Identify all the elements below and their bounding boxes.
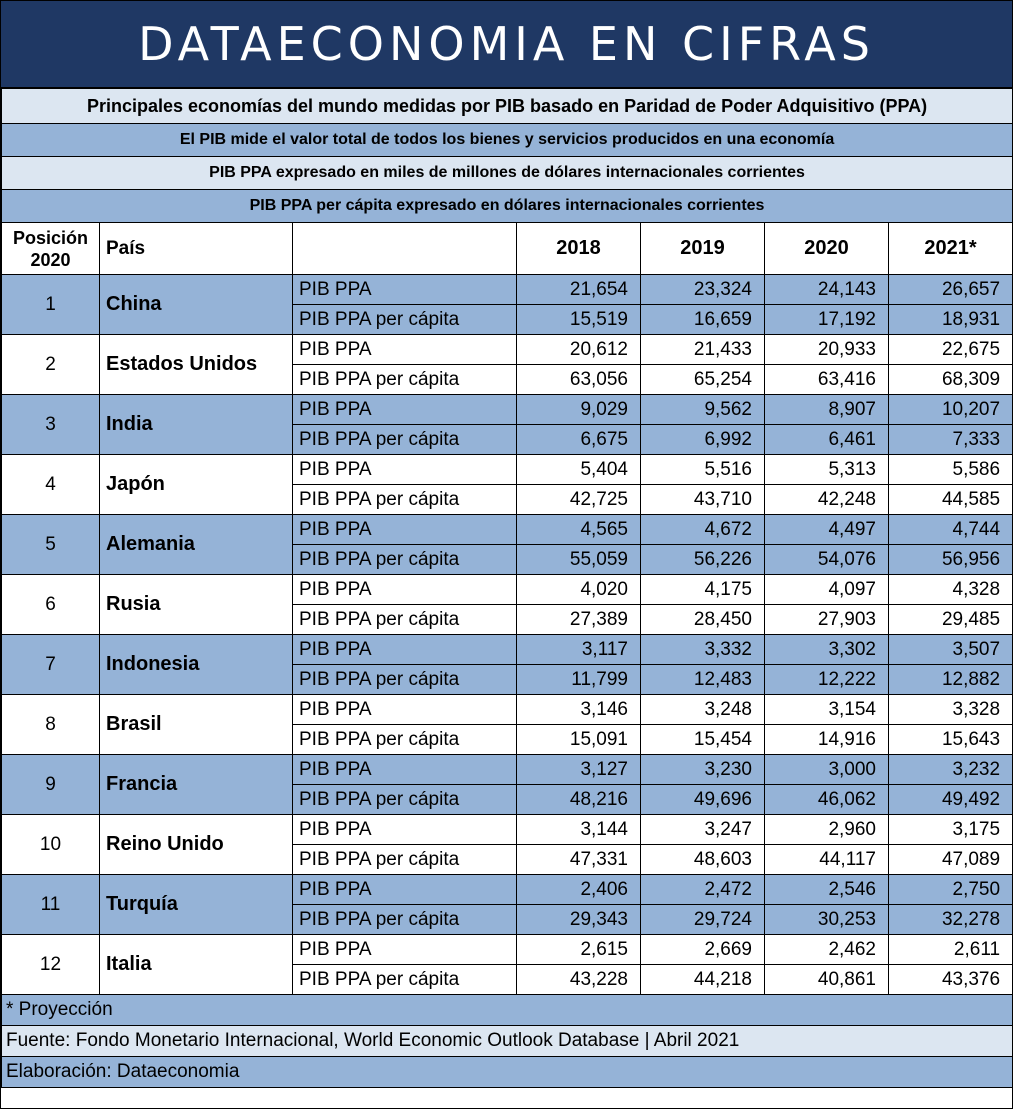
metric-label-per-capita: PIB PPA per cápita (293, 305, 517, 335)
value-cell: 43,376 (889, 965, 1013, 995)
value-cell: 3,302 (765, 635, 889, 665)
note-ppa-units: PIB PPA expresado en miles de millones de dólares internacionales corrientes (2, 157, 1013, 190)
metric-label-per-capita: PIB PPA per cápita (293, 725, 517, 755)
table-row (2, 935, 1013, 965)
rank-cell: 2 (2, 335, 100, 395)
rank-cell: 9 (2, 755, 100, 815)
value-cell: 20,612 (517, 335, 641, 365)
value-cell: 2,960 (765, 815, 889, 845)
value-cell: 3,000 (765, 755, 889, 785)
metric-label-per-capita: PIB PPA per cápita (293, 785, 517, 815)
value-cell: 10,207 (889, 395, 1013, 425)
value-cell: 23,324 (641, 275, 765, 305)
country-cell: Reino Unido (100, 815, 293, 875)
country-cell: India (100, 395, 293, 455)
value-cell: 15,454 (641, 725, 765, 755)
metric-label-per-capita: PIB PPA per cápita (293, 545, 517, 575)
header-indicator (293, 223, 517, 275)
value-cell: 16,659 (641, 305, 765, 335)
value-cell: 2,546 (765, 875, 889, 905)
header-year-2020: 2020 (765, 223, 889, 275)
value-cell: 2,472 (641, 875, 765, 905)
value-cell: 44,585 (889, 485, 1013, 515)
value-cell: 26,657 (889, 275, 1013, 305)
country-cell: Turquía (100, 875, 293, 935)
value-cell: 6,675 (517, 425, 641, 455)
value-cell: 43,710 (641, 485, 765, 515)
value-cell: 4,097 (765, 575, 889, 605)
value-cell: 54,076 (765, 545, 889, 575)
metric-label-per-capita: PIB PPA per cápita (293, 425, 517, 455)
metric-label-ppa: PIB PPA (293, 755, 517, 785)
metric-label-ppa: PIB PPA (293, 275, 517, 305)
value-cell: 48,216 (517, 785, 641, 815)
value-cell: 5,516 (641, 455, 765, 485)
footer-credit: Elaboración: Dataeconomia (2, 1057, 1013, 1088)
value-cell: 46,062 (765, 785, 889, 815)
metric-label-per-capita: PIB PPA per cápita (293, 965, 517, 995)
value-cell: 3,144 (517, 815, 641, 845)
value-cell: 4,672 (641, 515, 765, 545)
value-cell: 4,328 (889, 575, 1013, 605)
value-cell: 6,992 (641, 425, 765, 455)
value-cell: 44,218 (641, 965, 765, 995)
value-cell: 49,696 (641, 785, 765, 815)
value-cell: 29,485 (889, 605, 1013, 635)
note-per-capita-units: PIB PPA per cápita expresado en dólares internacionales corrientes (2, 190, 1013, 223)
value-cell: 3,248 (641, 695, 765, 725)
value-cell: 42,725 (517, 485, 641, 515)
value-cell: 42,248 (765, 485, 889, 515)
note-definition: El PIB mide el valor total de todos los bienes y servicios producidos en una economía (2, 124, 1013, 157)
value-cell: 2,462 (765, 935, 889, 965)
table-row (2, 695, 1013, 725)
value-cell: 12,882 (889, 665, 1013, 695)
value-cell: 3,230 (641, 755, 765, 785)
value-cell: 56,956 (889, 545, 1013, 575)
table-subtitle: Principales economías del mundo medidas por PIB basado en Paridad de Poder Adquisitivo (PPA) (2, 89, 1013, 124)
value-cell: 55,059 (517, 545, 641, 575)
value-cell: 15,643 (889, 725, 1013, 755)
country-cell: Italia (100, 935, 293, 995)
table-row (2, 275, 1013, 305)
metric-label-ppa: PIB PPA (293, 695, 517, 725)
metric-label-ppa: PIB PPA (293, 815, 517, 845)
table-row (2, 815, 1013, 845)
value-cell: 3,127 (517, 755, 641, 785)
country-cell: Indonesia (100, 635, 293, 695)
gdp-table (1, 88, 1013, 1088)
table-row (2, 395, 1013, 425)
value-cell: 3,175 (889, 815, 1013, 845)
value-cell: 27,903 (765, 605, 889, 635)
value-cell: 4,565 (517, 515, 641, 545)
value-cell: 2,611 (889, 935, 1013, 965)
value-cell: 40,861 (765, 965, 889, 995)
value-cell: 47,331 (517, 845, 641, 875)
table-body (2, 89, 1013, 1088)
table-row (2, 755, 1013, 785)
value-cell: 65,254 (641, 365, 765, 395)
footer-row (2, 1026, 1013, 1057)
metric-label-ppa: PIB PPA (293, 335, 517, 365)
value-cell: 11,799 (517, 665, 641, 695)
value-cell: 9,562 (641, 395, 765, 425)
value-cell: 3,154 (765, 695, 889, 725)
rank-cell: 11 (2, 875, 100, 935)
value-cell: 12,222 (765, 665, 889, 695)
value-cell: 48,603 (641, 845, 765, 875)
banner-title: DATAECONOMIA EN CIFRAS (1, 1, 1012, 88)
table-row (2, 335, 1013, 365)
metric-label-ppa: PIB PPA (293, 935, 517, 965)
value-cell: 5,313 (765, 455, 889, 485)
country-cell: China (100, 275, 293, 335)
value-cell: 63,056 (517, 365, 641, 395)
value-cell: 63,416 (765, 365, 889, 395)
value-cell: 21,654 (517, 275, 641, 305)
table-row (2, 635, 1013, 665)
rank-cell: 4 (2, 455, 100, 515)
metric-label-ppa: PIB PPA (293, 635, 517, 665)
table-row (2, 875, 1013, 905)
metric-label-ppa: PIB PPA (293, 575, 517, 605)
value-cell: 4,497 (765, 515, 889, 545)
value-cell: 43,228 (517, 965, 641, 995)
footer-projection-note: * Proyección (2, 995, 1013, 1026)
value-cell: 29,343 (517, 905, 641, 935)
metric-label-per-capita: PIB PPA per cápita (293, 905, 517, 935)
rank-cell: 7 (2, 635, 100, 695)
rank-cell: 12 (2, 935, 100, 995)
metric-label-per-capita: PIB PPA per cápita (293, 605, 517, 635)
footer-row (2, 995, 1013, 1026)
value-cell: 27,389 (517, 605, 641, 635)
value-cell: 21,433 (641, 335, 765, 365)
value-cell: 12,483 (641, 665, 765, 695)
value-cell: 3,328 (889, 695, 1013, 725)
rank-cell: 6 (2, 575, 100, 635)
metric-label-ppa: PIB PPA (293, 395, 517, 425)
value-cell: 3,332 (641, 635, 765, 665)
table-row (2, 455, 1013, 485)
value-cell: 17,192 (765, 305, 889, 335)
column-header-row (2, 223, 1013, 275)
value-cell: 2,750 (889, 875, 1013, 905)
country-cell: Rusia (100, 575, 293, 635)
metric-label-per-capita: PIB PPA per cápita (293, 365, 517, 395)
footer-source: Fuente: Fondo Monetario Internacional, World Economic Outlook Database | Abril 2021 (2, 1026, 1013, 1057)
rank-cell: 5 (2, 515, 100, 575)
value-cell: 2,669 (641, 935, 765, 965)
value-cell: 4,744 (889, 515, 1013, 545)
country-cell: Brasil (100, 695, 293, 755)
value-cell: 14,916 (765, 725, 889, 755)
header-position: Posición 2020 (2, 223, 100, 275)
value-cell: 7,333 (889, 425, 1013, 455)
value-cell: 22,675 (889, 335, 1013, 365)
value-cell: 49,492 (889, 785, 1013, 815)
metric-label-per-capita: PIB PPA per cápita (293, 485, 517, 515)
table-row (2, 515, 1013, 545)
metric-label-per-capita: PIB PPA per cápita (293, 845, 517, 875)
value-cell: 8,907 (765, 395, 889, 425)
value-cell: 56,226 (641, 545, 765, 575)
value-cell: 30,253 (765, 905, 889, 935)
value-cell: 18,931 (889, 305, 1013, 335)
value-cell: 4,175 (641, 575, 765, 605)
value-cell: 3,507 (889, 635, 1013, 665)
metric-label-per-capita: PIB PPA per cápita (293, 665, 517, 695)
value-cell: 3,247 (641, 815, 765, 845)
header-year-2019: 2019 (641, 223, 765, 275)
rank-cell: 3 (2, 395, 100, 455)
header-country: País (100, 223, 293, 275)
value-cell: 20,933 (765, 335, 889, 365)
value-cell: 4,020 (517, 575, 641, 605)
rank-cell: 1 (2, 275, 100, 335)
value-cell: 3,117 (517, 635, 641, 665)
table-row (2, 575, 1013, 605)
value-cell: 24,143 (765, 275, 889, 305)
metric-label-ppa: PIB PPA (293, 455, 517, 485)
footer-row (2, 1057, 1013, 1088)
rank-cell: 10 (2, 815, 100, 875)
header-year-2018: 2018 (517, 223, 641, 275)
value-cell: 28,450 (641, 605, 765, 635)
country-cell: Japón (100, 455, 293, 515)
value-cell: 3,146 (517, 695, 641, 725)
value-cell: 2,406 (517, 875, 641, 905)
header-year-2021: 2021* (889, 223, 1013, 275)
value-cell: 5,404 (517, 455, 641, 485)
value-cell: 29,724 (641, 905, 765, 935)
value-cell: 68,309 (889, 365, 1013, 395)
country-cell: Francia (100, 755, 293, 815)
value-cell: 15,519 (517, 305, 641, 335)
metric-label-ppa: PIB PPA (293, 515, 517, 545)
country-cell: Alemania (100, 515, 293, 575)
value-cell: 15,091 (517, 725, 641, 755)
value-cell: 3,232 (889, 755, 1013, 785)
value-cell: 32,278 (889, 905, 1013, 935)
rank-cell: 8 (2, 695, 100, 755)
value-cell: 6,461 (765, 425, 889, 455)
value-cell: 2,615 (517, 935, 641, 965)
country-cell: Estados Unidos (100, 335, 293, 395)
value-cell: 9,029 (517, 395, 641, 425)
metric-label-ppa: PIB PPA (293, 875, 517, 905)
value-cell: 5,586 (889, 455, 1013, 485)
value-cell: 44,117 (765, 845, 889, 875)
value-cell: 47,089 (889, 845, 1013, 875)
